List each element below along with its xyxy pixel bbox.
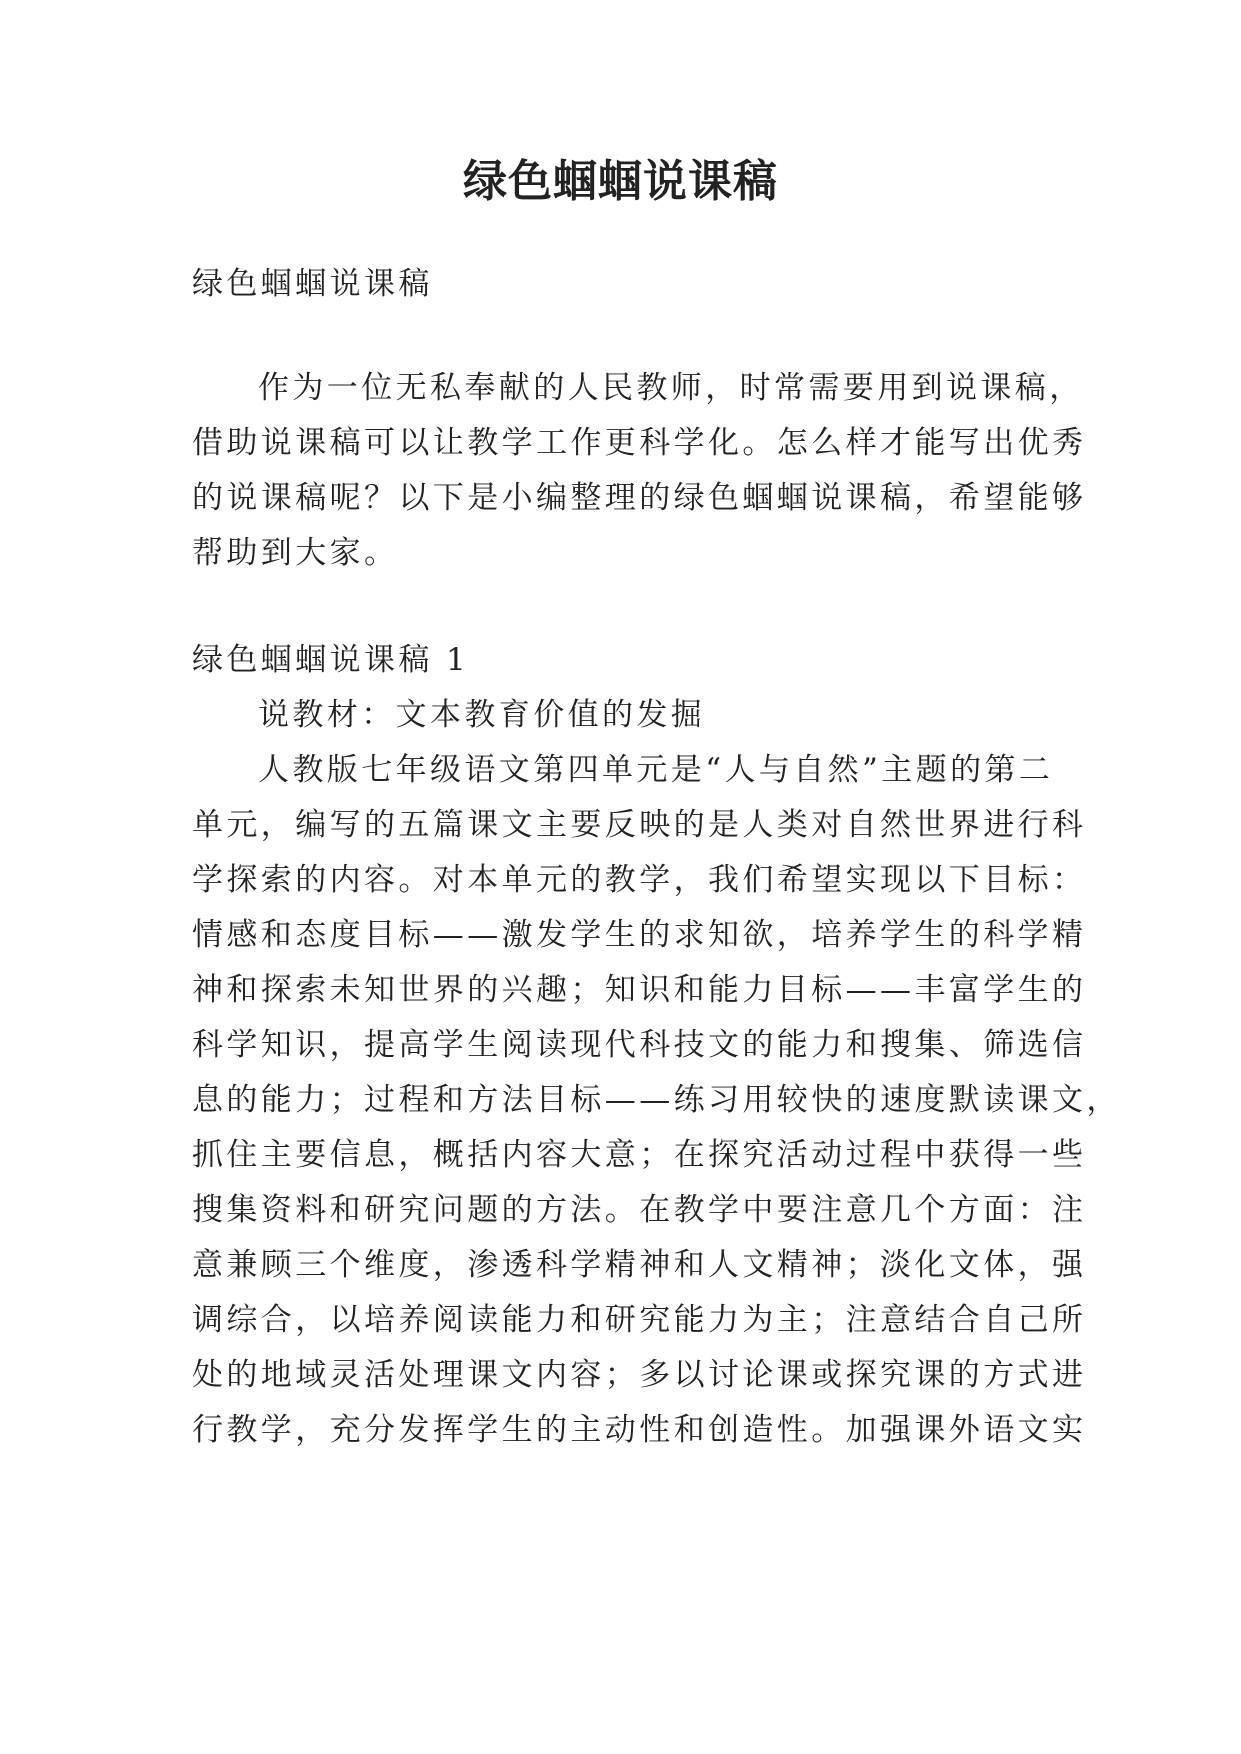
body-line: 调综合，以培养阅读能力和研究能力为主；注意结合自己所 [192,1302,1087,1338]
section-heading: 绿色蝈蝈说课稿 1 [192,642,470,678]
section-subheading: 说教材：文本教育价值的发掘 [258,697,706,733]
body-line: 息的能力；过程和方法目标——练习用较快的速度默读课文， [192,1082,1121,1118]
body-line: 意兼顾三个维度，渗透科学精神和人文精神；淡化文体，强 [192,1247,1087,1283]
body-line: 抓住主要信息，概括内容大意；在探究活动过程中获得一些 [192,1137,1087,1173]
body-line: 单元，编写的五篇课文主要反映的是人类对自然世界进行科 [192,807,1087,843]
body-line: 搜集资料和研究问题的方法。在教学中要注意几个方面：注 [192,1192,1087,1228]
intro-line: 作为一位无私奉献的人民教师，时常需要用到说课稿， [258,370,1084,406]
document-subtitle: 绿色蝈蝈说课稿 [192,266,433,302]
document-title: 绿色蝈蝈说课稿 [463,156,778,207]
body-line: 处的地域灵活处理课文内容；多以讨论课或探究课的方式进 [192,1357,1087,1393]
intro-line: 的说课稿呢？以下是小编整理的绿色蝈蝈说课稿，希望能够 [192,480,1087,516]
body-line: 情感和态度目标——激发学生的求知欲，培养学生的科学精 [192,917,1087,953]
body-line: 科学知识，提高学生阅读现代科技文的能力和搜集、筛选信 [192,1027,1087,1063]
body-line: 行教学，充分发挥学生的主动性和创造性。加强课外语文实 [192,1412,1087,1448]
body-line: 人教版七年级语文第四单元是“人与自然”主题的第二 [258,752,1054,788]
body-line: 学探索的内容。对本单元的教学，我们希望实现以下目标： [192,862,1087,898]
intro-line: 帮助到大家。 [192,535,399,571]
body-line: 神和探索未知世界的兴趣；知识和能力目标——丰富学生的 [192,972,1087,1008]
intro-line: 借助说课稿可以让教学工作更科学化。怎么样才能写出优秀 [192,425,1087,461]
